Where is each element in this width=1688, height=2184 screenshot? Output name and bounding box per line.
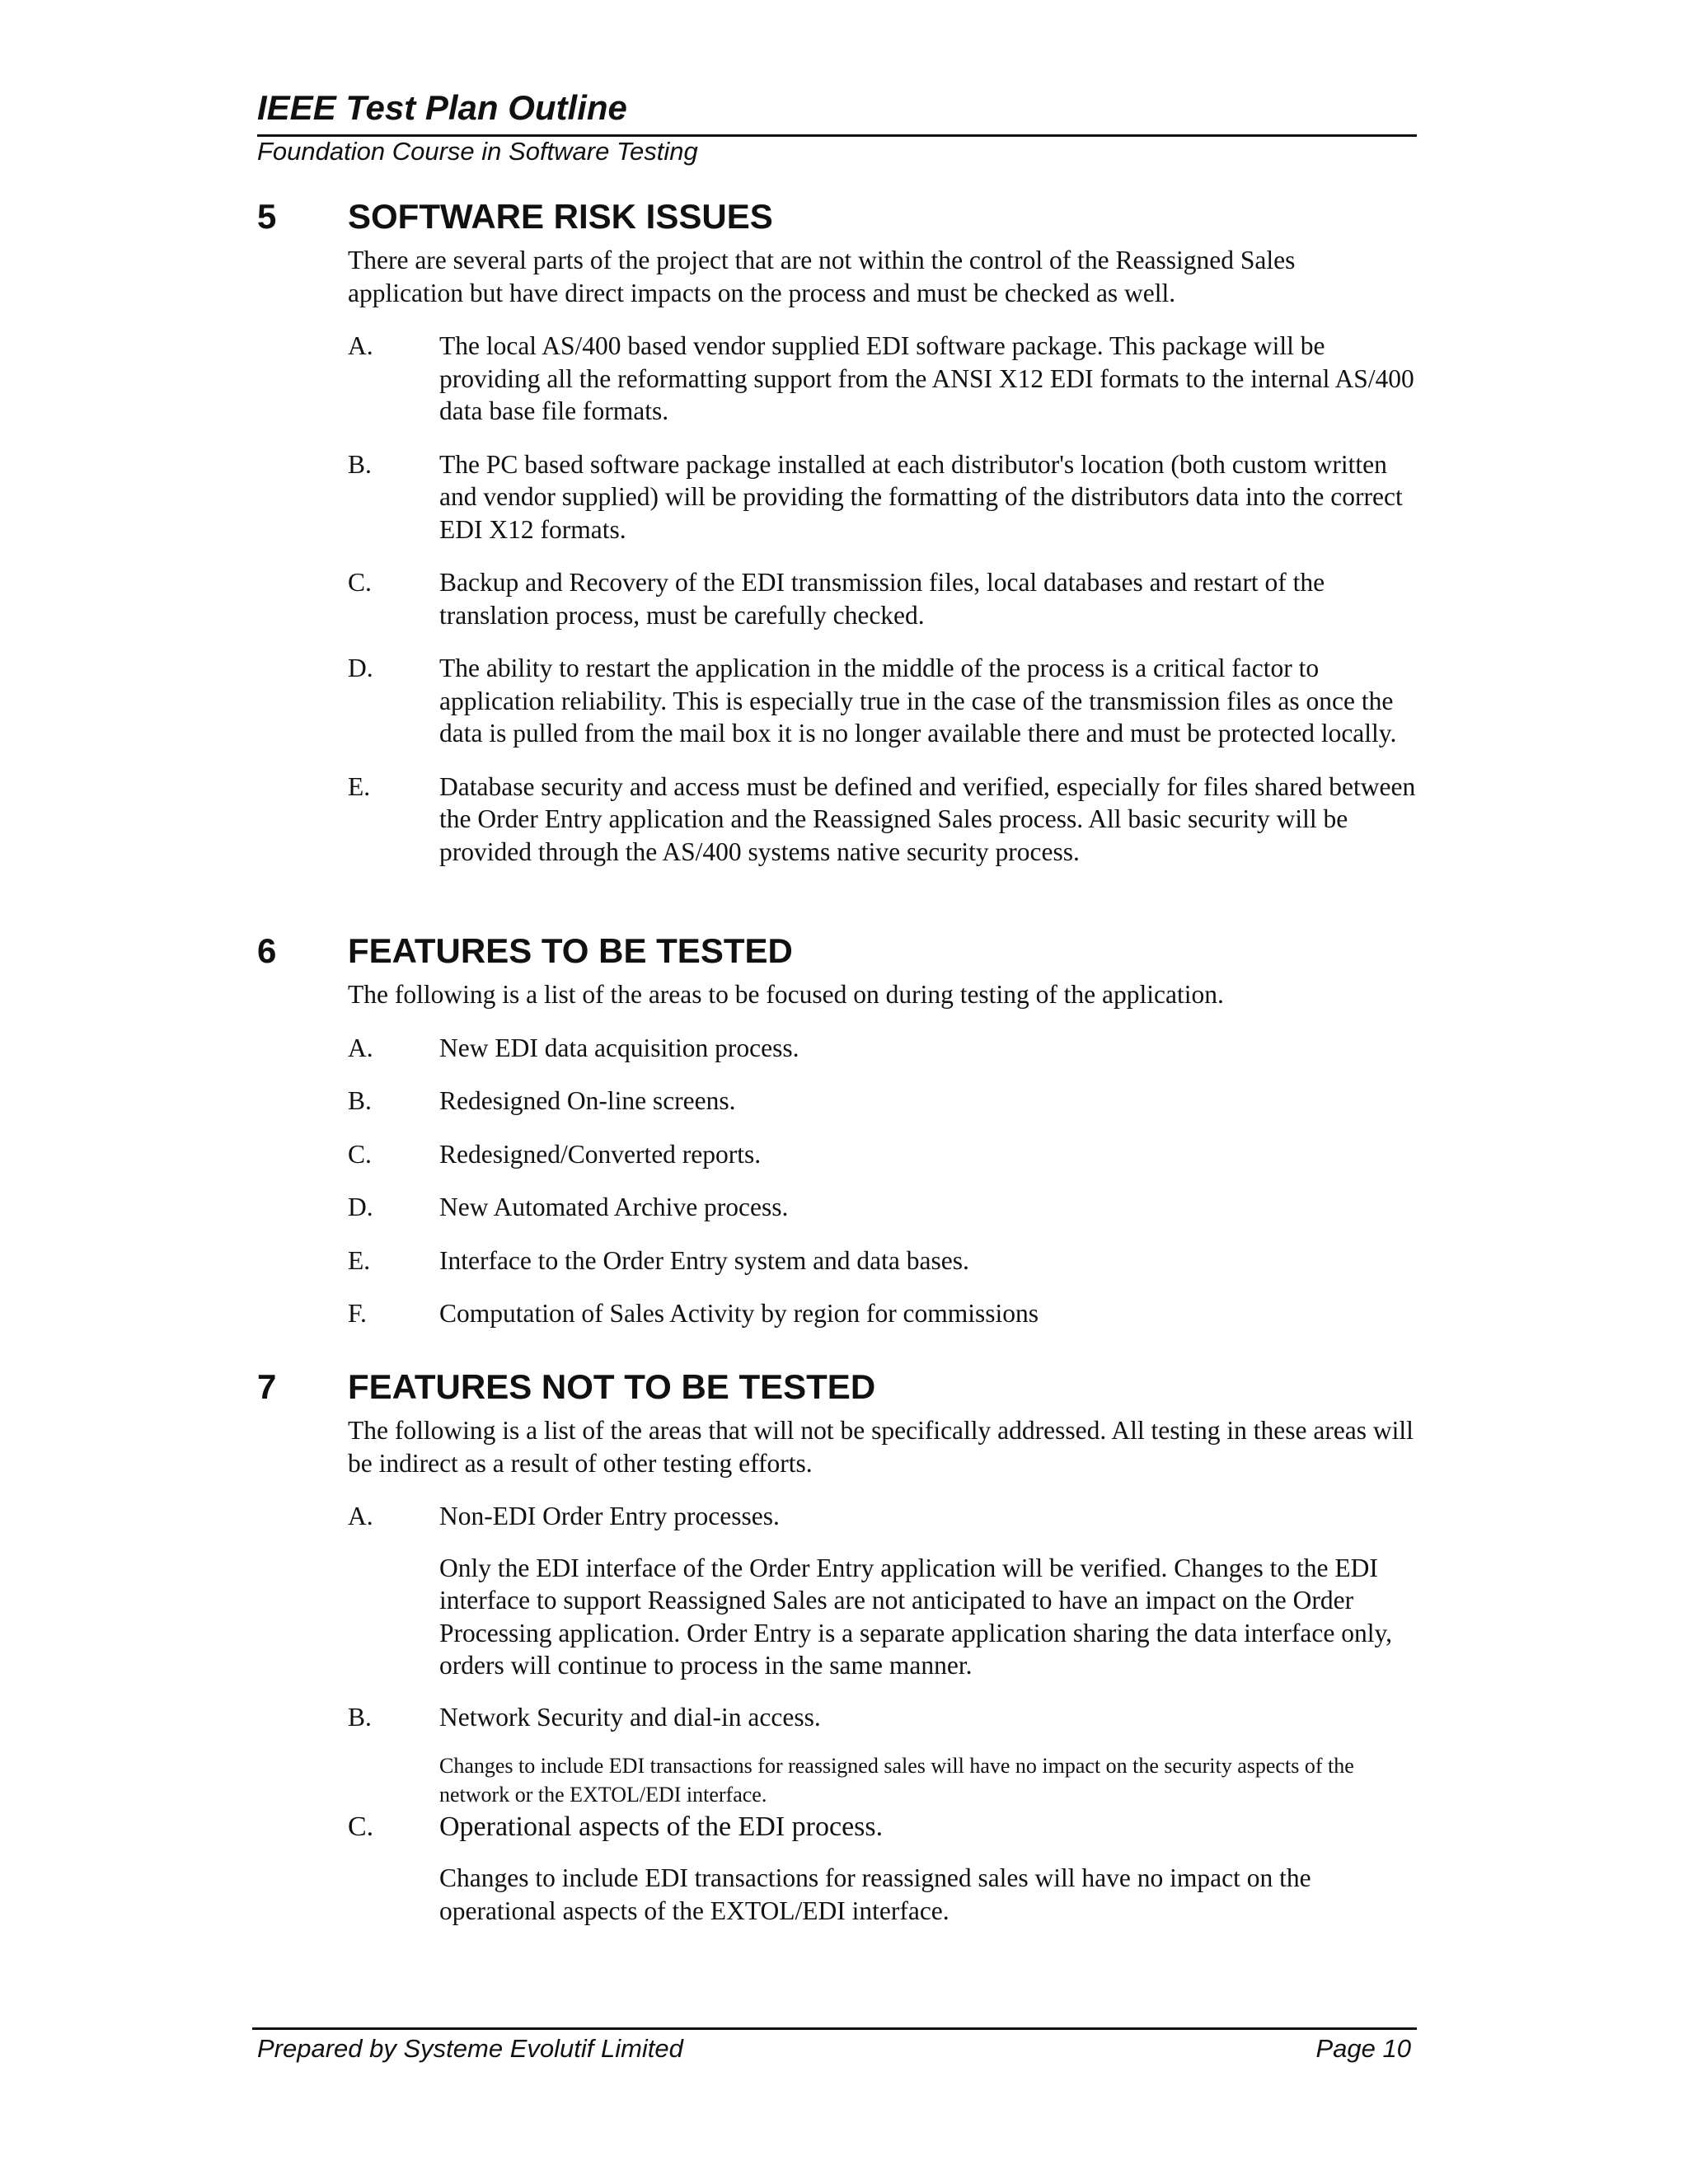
section-heading: [257, 929, 1417, 973]
item-letter: E.: [348, 771, 371, 801]
section-number: 7: [257, 1367, 277, 1406]
section-title: SOFTWARE RISK ISSUES: [348, 197, 773, 236]
item-letter: D.: [348, 1193, 373, 1221]
list-item: [348, 1085, 1417, 1118]
item-letter: C.: [348, 1139, 372, 1169]
item-text: Operational aspects of the EDI process.: [439, 1811, 884, 1842]
section-title: FEATURES TO BE TESTED: [348, 931, 793, 970]
item-text: Network Security and dial-in access.: [439, 1702, 821, 1732]
list-item: [348, 1500, 1417, 1533]
item-text: New Automated Archive process.: [439, 1193, 789, 1221]
list-item: [348, 448, 1417, 546]
item-note: Changes to include EDI transactions for reassigned sales will have no impact on the security aspects of the network or the EXTOL/EDI interface.: [439, 1754, 1354, 1807]
item-note: Changes to include EDI transactions for reassigned sales will have no impact on the operational aspects of the EXTOL/EDI interface.: [439, 1863, 1311, 1925]
section-number: 5: [257, 197, 277, 236]
item-text: The ability to restart the application in the middle of the process is a critical factor to application reliability. This is especially true in the case of the transmission files as once the data is pulled from the mail box it is no longer available there and must be protected locally.: [439, 654, 1397, 748]
section-intro: The following is a list of the areas to be focused on during testing of the application.: [348, 980, 1224, 1009]
item-letter: B.: [348, 449, 372, 479]
footer-page-number: Page 10: [1315, 2034, 1411, 2063]
footer-prepared-by: Prepared by Systeme Evolutif Limited: [257, 2034, 683, 2063]
item-letter: A.: [348, 1502, 373, 1530]
item-text: The PC based software package installed at each distributor's location (both custom written and vendor supplied) will be providing the formatting of the distributors data into the correct EDI X12 formats.: [439, 449, 1403, 544]
list-item: [348, 1244, 1417, 1277]
section-heading: [257, 194, 1417, 239]
item-letter: C.: [348, 568, 372, 597]
item-text: New EDI data acquisition process.: [439, 1033, 799, 1062]
item-text: Backup and Recovery of the EDI transmission files, local databases and restart of the translation process, must be carefully checked.: [439, 568, 1325, 630]
item-letter: D.: [348, 654, 373, 682]
list-item: [348, 652, 1417, 750]
item-text: Non-EDI Order Entry processes.: [439, 1502, 780, 1530]
section-heading: [257, 1365, 1417, 1409]
item-note: Only the EDI interface of the Order Entry application will be verified. Changes to the EDI interface to support Reassigned Sales are not anticipated to have an impact on the Order Processing application. Order Entry is a separate application sharing the data interface only, orders will continue to process in the same manner.: [439, 1553, 1393, 1680]
item-text: The local AS/400 based vendor supplied EDI software package. This package will be providing all the reformatting support from the ANSI X12 EDI formats to the internal AS/400 data base file formats.: [439, 331, 1414, 425]
list-item: [348, 566, 1417, 631]
list-item: [348, 1138, 1417, 1171]
item-letter: E.: [348, 1245, 371, 1275]
item-text: Computation of Sales Activity by region for commissions: [439, 1299, 1039, 1328]
item-letter: C.: [348, 1811, 374, 1842]
list-item: [348, 771, 1417, 869]
list-item: [348, 1809, 1417, 1845]
section-title: FEATURES NOT TO BE TESTED: [348, 1367, 876, 1406]
item-text: Interface to the Order Entry system and data bases.: [439, 1245, 969, 1275]
section-intro: There are several parts of the project that are not within the control of the Reassigned Sales application but have direct impacts on the process and must be checked as well.: [348, 246, 1296, 307]
item-text: Redesigned/Converted reports.: [439, 1139, 762, 1169]
list-item: [348, 1191, 1417, 1224]
section-software-risk-issues: [257, 194, 1417, 868]
item-letter: B.: [348, 1702, 372, 1732]
section-features-not-to-be-tested: [257, 1365, 1417, 1927]
item-letter: F.: [348, 1299, 367, 1328]
list-item: [348, 1297, 1417, 1330]
item-letter: A.: [348, 331, 373, 360]
section-number: 6: [257, 931, 277, 970]
document-title: IEEE Test Plan Outline: [257, 88, 627, 127]
item-text: Database security and access must be defined and verified, especially for files shared between the Order Entry application and the Reassigned Sales process. All basic security will be provided through the AS/400 systems native security process.: [439, 771, 1416, 866]
item-text: Redesigned On-line screens.: [439, 1086, 736, 1115]
section-intro: The following is a list of the areas that will not be specifically addressed. All testing in these areas will be indirect as a result of other testing efforts.: [348, 1416, 1414, 1478]
item-letter: B.: [348, 1086, 372, 1115]
item-letter: A.: [348, 1033, 373, 1062]
document-subtitle: Foundation Course in Software Testing: [257, 137, 698, 166]
list-item: [348, 330, 1417, 428]
section-features-to-be-tested: [257, 929, 1417, 1330]
list-item: [348, 1701, 1417, 1734]
list-item: [348, 1032, 1417, 1065]
footer-rule: [252, 2027, 1417, 2030]
